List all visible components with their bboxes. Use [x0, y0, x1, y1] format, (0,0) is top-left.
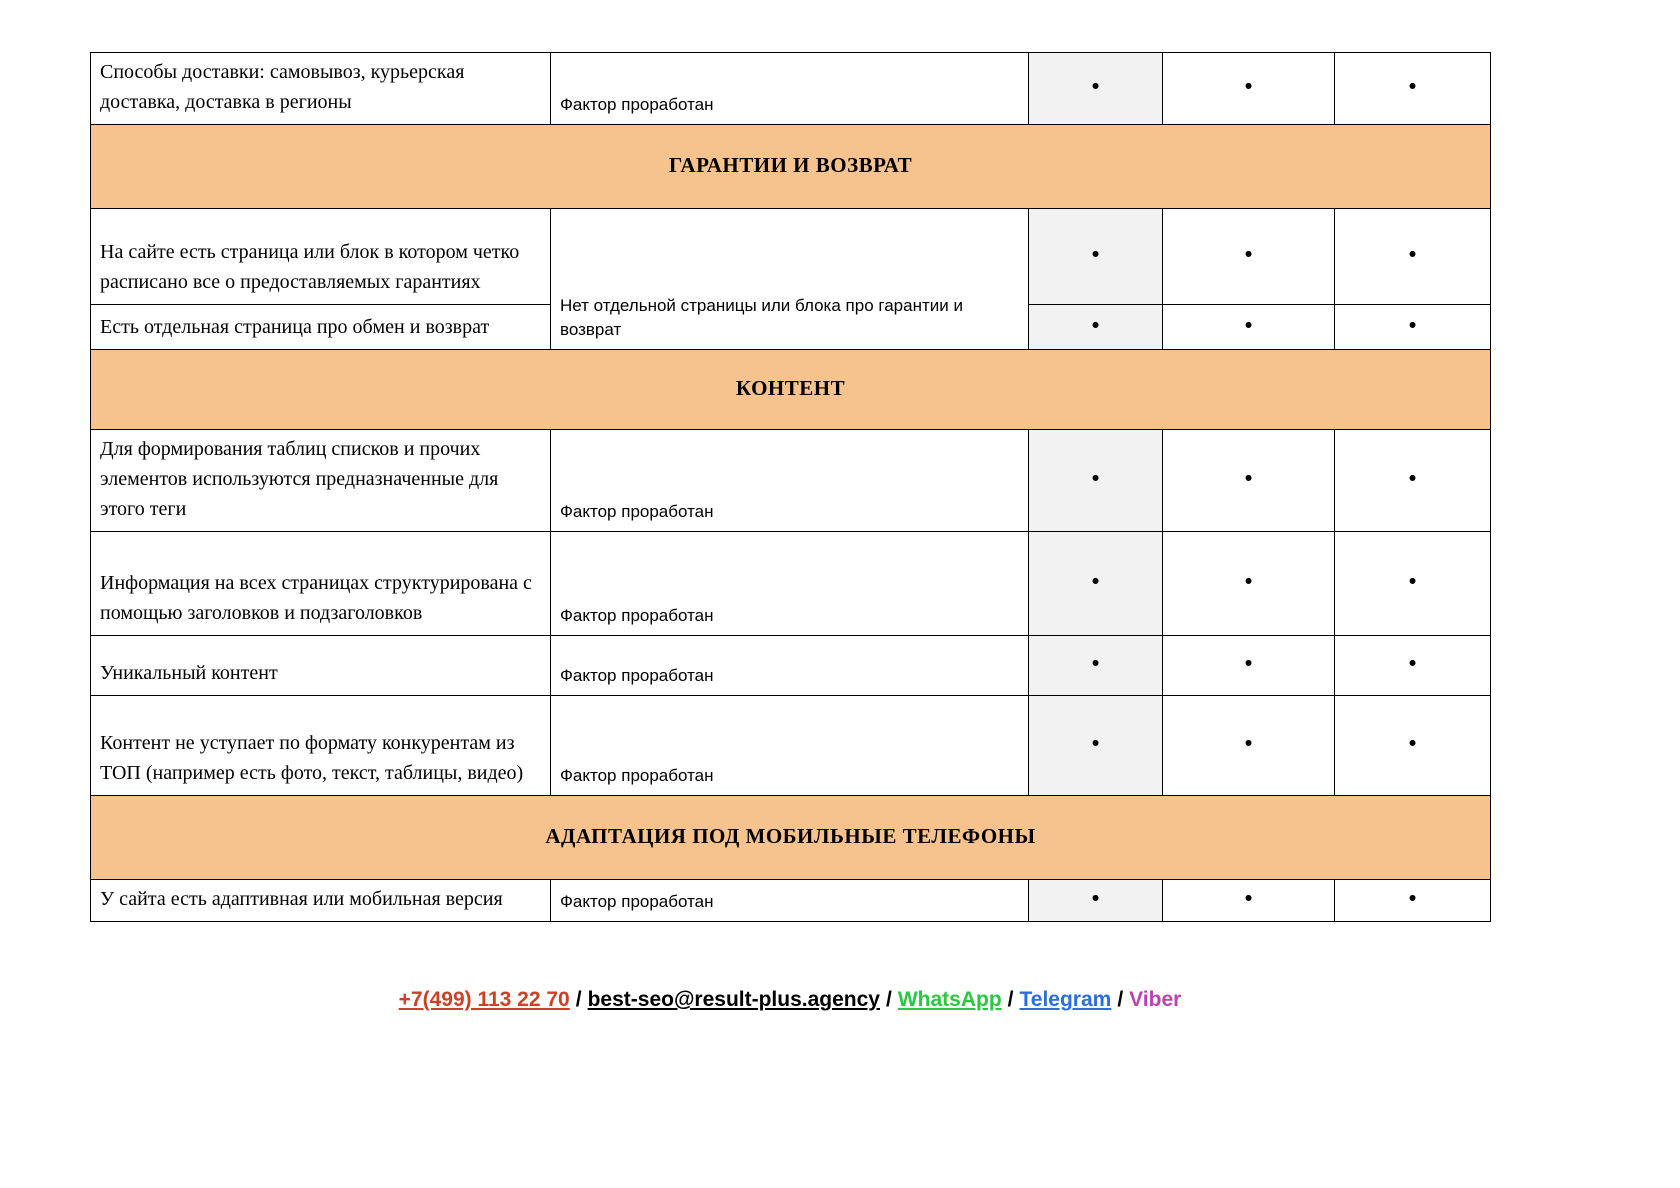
section-header-content: КОНТЕНТ	[91, 350, 1491, 430]
factor-name: Способы доставки: самовывоз, курьерская доставка, доставка в регионы	[91, 53, 551, 125]
check-dot: •	[1029, 53, 1163, 125]
whatsapp-link[interactable]: WhatsApp	[897, 988, 1002, 1011]
check-dot: •	[1029, 430, 1163, 532]
check-dot: •	[1163, 880, 1335, 922]
check-dot: •	[1335, 430, 1491, 532]
factor-status: Фактор проработан	[551, 880, 1029, 922]
factor-status: Фактор проработан	[551, 430, 1029, 532]
section-header-mobile: АДАПТАЦИЯ ПОД МОБИЛЬНЫЕ ТЕЛЕФОНЫ	[91, 796, 1491, 880]
check-dot: •	[1335, 696, 1491, 796]
telegram-link[interactable]: Telegram	[1019, 988, 1112, 1011]
check-dot: •	[1335, 209, 1491, 305]
factor-name: Уникальный контент	[91, 636, 551, 696]
email-link[interactable]: best-seo@result-plus.agency	[587, 988, 880, 1011]
table-row-delivery	[91, 53, 1491, 125]
section-row-mobile	[91, 796, 1491, 880]
check-dot: •	[1163, 209, 1335, 305]
check-dot: •	[1335, 880, 1491, 922]
footer-separator: /	[885, 988, 892, 1011]
check-dot: •	[1029, 696, 1163, 796]
check-dot: •	[1163, 532, 1335, 636]
footer-separator: /	[1007, 988, 1014, 1011]
table-row-headings	[91, 532, 1491, 636]
contact-footer	[90, 988, 1490, 1012]
check-dot: •	[1029, 305, 1163, 350]
check-dot: •	[1163, 636, 1335, 696]
check-dot: •	[1335, 532, 1491, 636]
check-dot: •	[1335, 305, 1491, 350]
table-row-unique-content	[91, 636, 1491, 696]
check-dot: •	[1029, 209, 1163, 305]
check-dot: •	[1029, 636, 1163, 696]
viber-label[interactable]: Viber	[1129, 988, 1182, 1011]
section-header-warranty: ГАРАНТИИ И ВОЗВРАТ	[91, 125, 1491, 209]
check-dot: •	[1163, 305, 1335, 350]
factor-name: Контент не уступает по формату конкурентам из ТОП (например есть фото, текст, таблицы, видео)	[91, 696, 551, 796]
factor-name: У сайта есть адаптивная или мобильная версия	[91, 880, 551, 922]
footer-separator: /	[575, 988, 582, 1011]
table-row-content-format	[91, 696, 1491, 796]
factor-status: Фактор проработан	[551, 532, 1029, 636]
factor-name: На сайте есть страница или блок в котором четко расписано все о предоставляемых гарантиях	[91, 209, 551, 305]
seo-audit-table	[90, 52, 1491, 922]
check-dot: •	[1163, 430, 1335, 532]
factor-status-merged: Нет отдельной страницы или блока про гарантии и возврат	[551, 209, 1029, 350]
table-row-warranty-block	[91, 209, 1491, 305]
table-row-mobile-version	[91, 880, 1491, 922]
table-row-tags	[91, 430, 1491, 532]
factor-name: Информация на всех страницах структурирована с помощью заголовков и подзаголовков	[91, 532, 551, 636]
factor-status: Фактор проработан	[551, 696, 1029, 796]
phone-link[interactable]: +7(499) 113 22 70	[398, 988, 570, 1011]
section-row-warranty	[91, 125, 1491, 209]
section-row-content	[91, 350, 1491, 430]
factor-status: Фактор проработан	[551, 53, 1029, 125]
factor-status: Фактор проработан	[551, 636, 1029, 696]
footer-separator: /	[1117, 988, 1124, 1011]
check-dot: •	[1163, 53, 1335, 125]
factor-name: Для формирования таблиц списков и прочих элементов используются предназначенные для этого теги	[91, 430, 551, 532]
check-dot: •	[1335, 53, 1491, 125]
check-dot: •	[1335, 636, 1491, 696]
check-dot: •	[1029, 532, 1163, 636]
check-dot: •	[1029, 880, 1163, 922]
check-dot: •	[1163, 696, 1335, 796]
factor-name: Есть отдельная страница про обмен и возврат	[91, 305, 551, 350]
